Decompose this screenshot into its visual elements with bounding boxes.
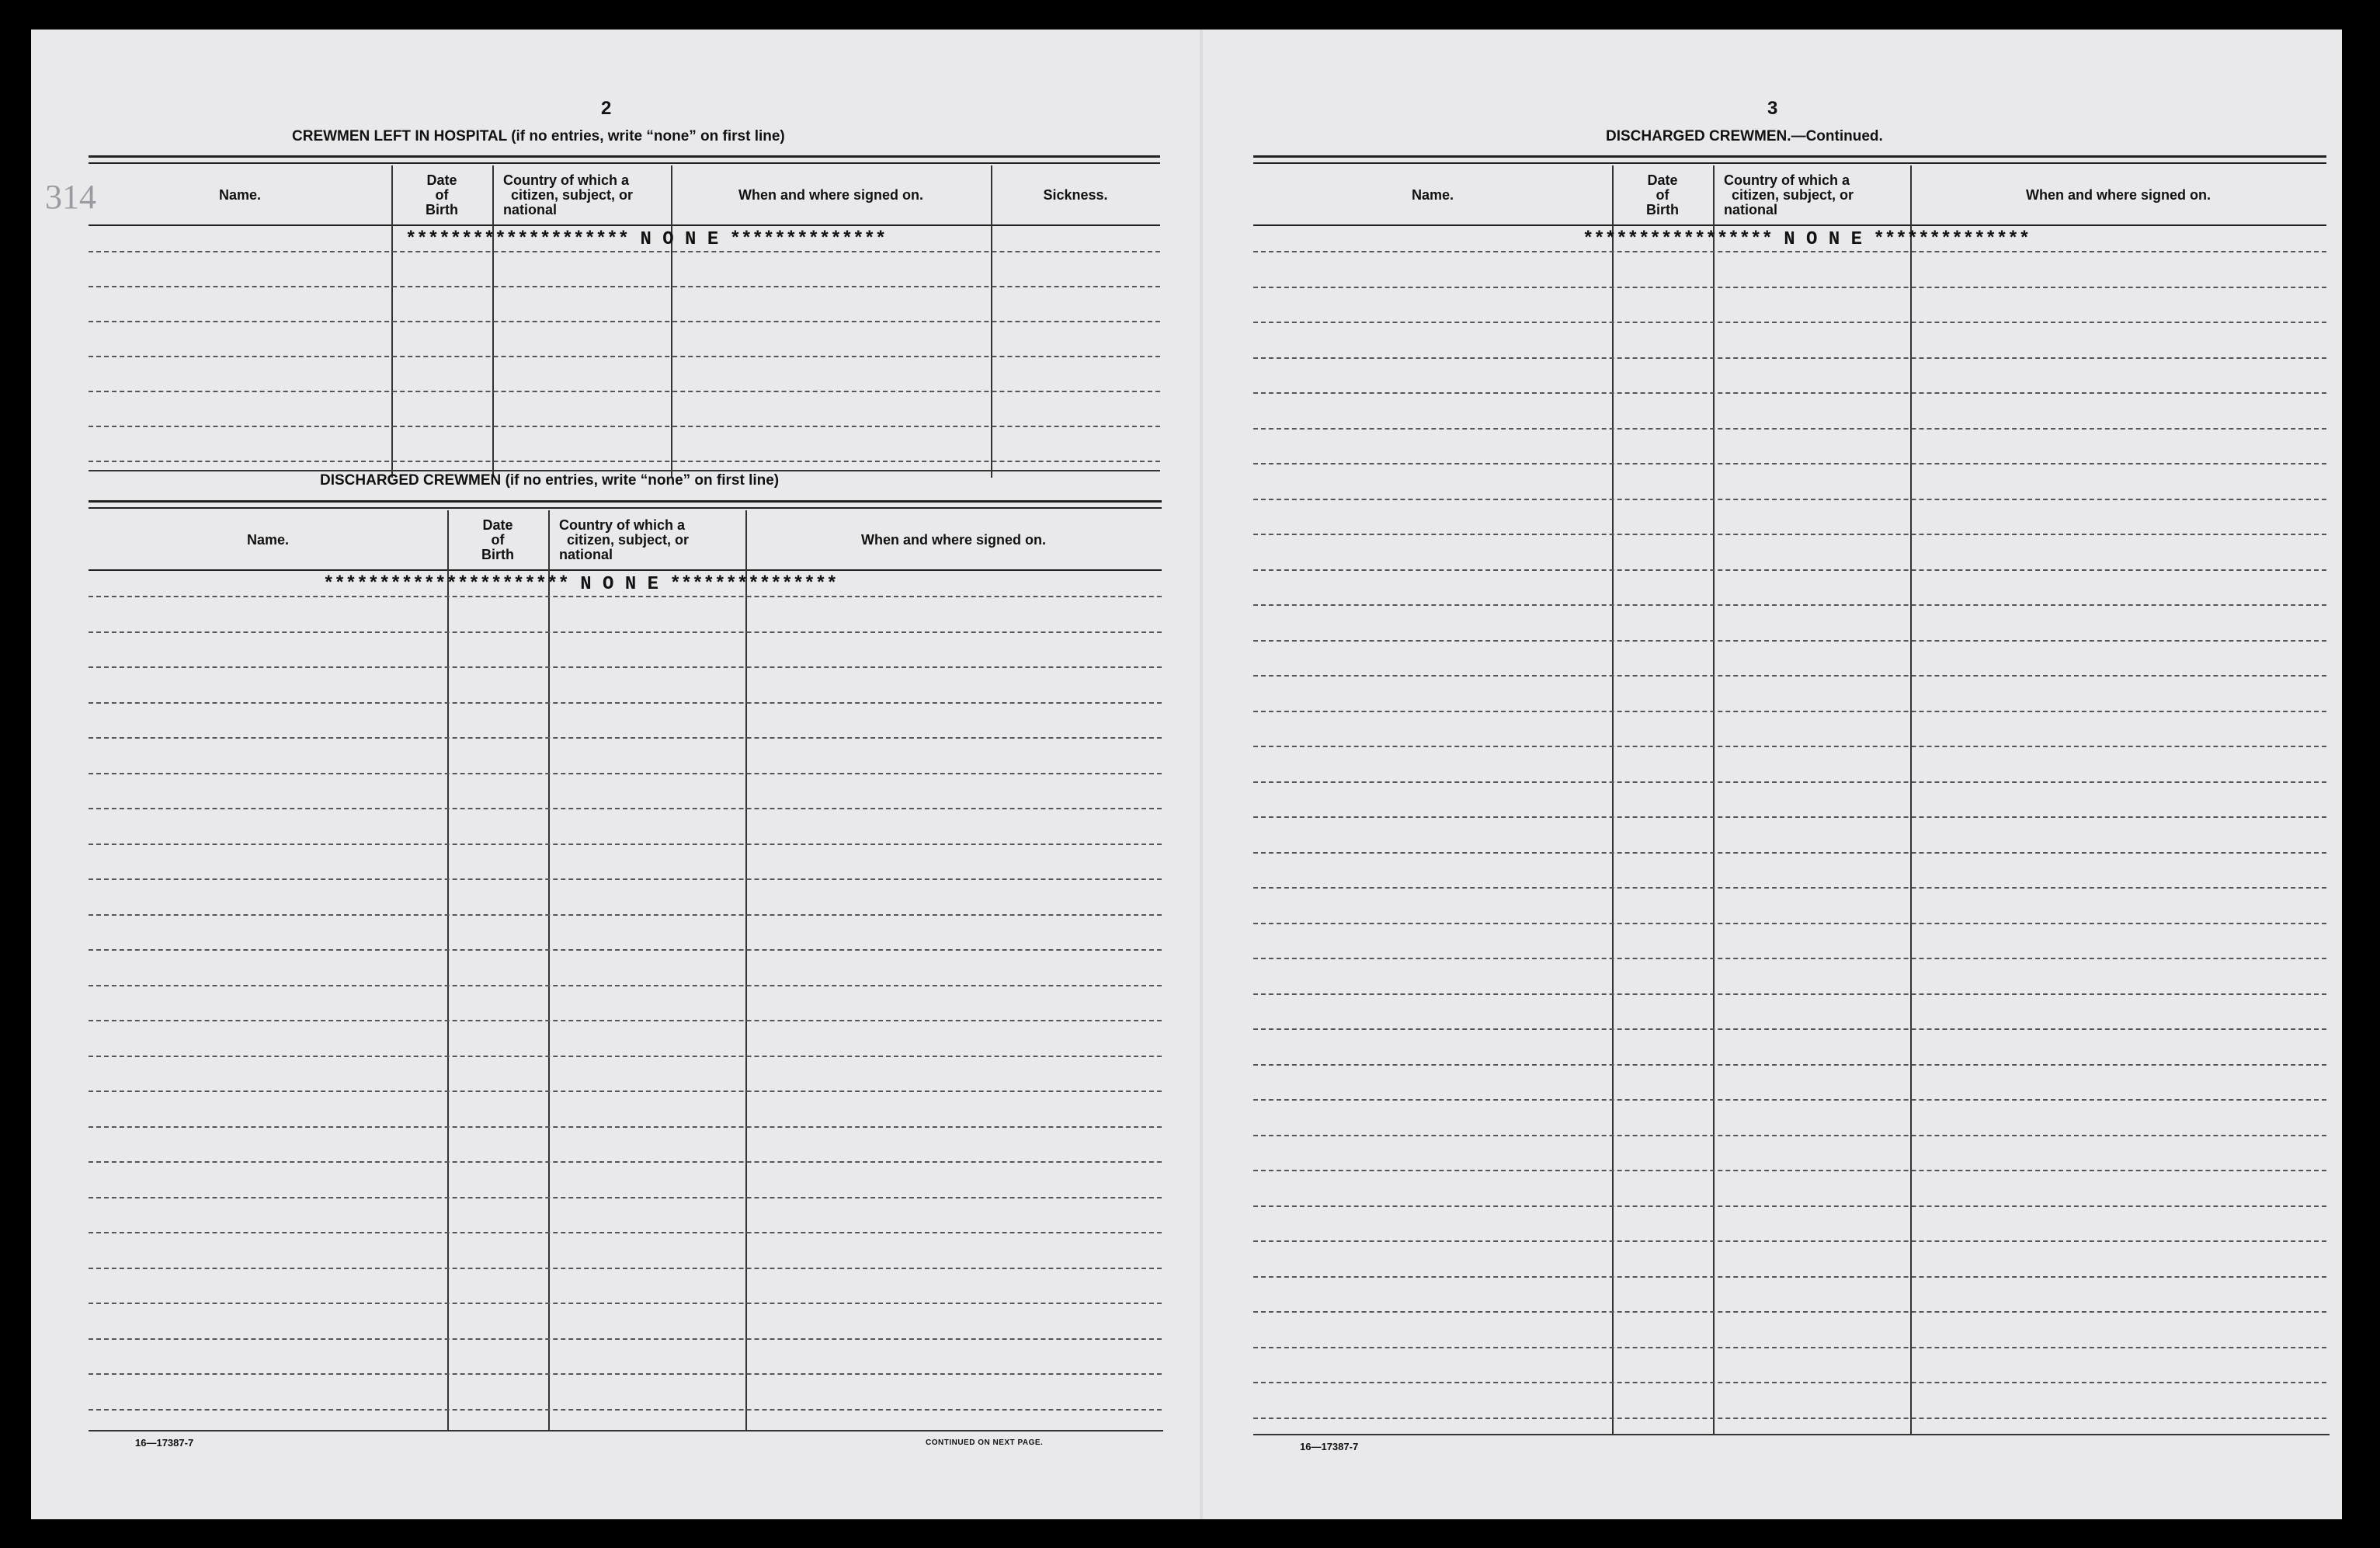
discharged-table-right [1253, 155, 2326, 1435]
table-row [89, 985, 1162, 986]
section-title-discharged [320, 472, 779, 489]
table-row [89, 426, 1160, 427]
header-date-of-birth: Date of Birth [426, 172, 458, 217]
table-row [89, 1056, 1162, 1057]
header-date-of-birth: Date of Birth [1646, 172, 1679, 217]
none-entry-hospital: ******************** N O N E ************** [405, 229, 887, 250]
table-row [1253, 428, 2326, 430]
table-row [1253, 357, 2326, 359]
table-row [89, 949, 1162, 951]
table-row [1253, 1418, 2326, 1419]
table-row [1253, 392, 2326, 394]
table-row [1253, 1099, 2326, 1101]
page-fold [1200, 30, 1203, 1519]
header-country: Country of which a citizen, subject, or national [503, 172, 634, 217]
table-row [1253, 1311, 2326, 1313]
table-row [1253, 251, 2326, 252]
table-row [1253, 958, 2326, 959]
table-row [89, 1197, 1162, 1198]
table-row [89, 737, 1162, 739]
section-title-discharged-note: (if no entries, write “none” on first line) [505, 472, 780, 489]
table-row [1253, 1347, 2326, 1348]
hospital-table [89, 155, 1160, 478]
hospital-table-header [89, 165, 1160, 226]
form-number-left: 16—17387-7 [135, 1437, 194, 1449]
section-title-hospital-note: (if no entries, write “none” on first line) [511, 128, 785, 144]
none-entry-continued: ***************** N O N E ************** [1583, 229, 2031, 250]
table-row [1253, 781, 2326, 783]
table-row [89, 666, 1162, 668]
table-row [89, 1373, 1162, 1375]
header-name: Name. [218, 186, 262, 203]
header-sickness: Sickness. [1043, 186, 1108, 203]
header-country: Country of which a citizen, subject, or national [1724, 172, 1854, 217]
header-signed-on: When and where signed on. [860, 531, 1047, 548]
header-name: Name. [1411, 186, 1454, 203]
table-row [1253, 1240, 2326, 1242]
table-row [89, 1338, 1162, 1340]
table-row [89, 808, 1162, 809]
page-number-right: 3 [1767, 98, 1778, 119]
discharged-right-header [1253, 165, 2326, 226]
table-row [89, 251, 1160, 252]
page-number-left: 2 [601, 98, 612, 119]
table-row [1253, 1205, 2326, 1207]
table-row [89, 596, 1162, 597]
discharged-table-left [89, 500, 1162, 1431]
margin-mark: 314 [45, 178, 96, 216]
header-signed-on: When and where signed on. [2025, 186, 2211, 203]
table-row [1253, 604, 2326, 606]
table-row [89, 286, 1160, 287]
table-row [1253, 569, 2326, 571]
table-row [89, 631, 1162, 633]
table-row [89, 1126, 1162, 1128]
table-row [1253, 887, 2326, 889]
table-row [89, 1268, 1162, 1269]
table-row [89, 702, 1162, 704]
section-title-hospital-bold: CREWMEN LEFT IN HOSPITAL [292, 128, 507, 144]
table-row [1253, 1028, 2326, 1030]
continued-note: CONTINUED ON NEXT PAGE. [926, 1438, 1044, 1447]
table-row [89, 1232, 1162, 1233]
table-row [1253, 816, 2326, 818]
document-sheet [31, 30, 2342, 1519]
discharged-left-header [89, 510, 1162, 571]
table-row [1253, 1170, 2326, 1171]
header-signed-on: When and where signed on. [738, 186, 924, 203]
table-row [1253, 746, 2326, 747]
table-row [1253, 534, 2326, 535]
section-title-discharged-continued [1606, 128, 1883, 145]
table-row [1253, 923, 2326, 924]
table-row [1253, 463, 2326, 464]
table-row [89, 844, 1162, 845]
section-title-continued-note: —Continued. [1791, 128, 1883, 144]
table-row [89, 391, 1160, 392]
table-row [89, 1161, 1162, 1163]
table-row [89, 1020, 1162, 1021]
table-row [1253, 1276, 2326, 1278]
table-row [89, 1091, 1162, 1092]
section-title-continued-bold: DISCHARGED CREWMEN. [1606, 128, 1791, 144]
section-title-hospital [292, 128, 785, 145]
table-row [89, 773, 1162, 774]
table-row [1253, 852, 2326, 854]
table-row [89, 461, 1160, 462]
table-row [1253, 640, 2326, 642]
table-row [1253, 711, 2326, 712]
table-row [89, 1409, 1162, 1411]
table-row [89, 356, 1160, 357]
header-date-of-birth: Date of Birth [481, 517, 514, 562]
header-country: Country of which a citizen, subject, or national [559, 517, 690, 562]
table-row [1253, 499, 2326, 500]
table-row [1253, 1064, 2326, 1066]
table-row [1253, 287, 2326, 288]
table-row [1253, 1135, 2326, 1136]
table-row [1253, 675, 2326, 677]
table-row [89, 914, 1162, 916]
table-row [1253, 993, 2326, 995]
table-row [89, 878, 1162, 880]
table-row [1253, 1382, 2326, 1383]
none-entry-discharged: ********************** N O N E *************** [323, 574, 838, 595]
form-number-right: 16—17387-7 [1300, 1441, 1359, 1452]
table-row [1253, 322, 2326, 323]
header-name: Name. [246, 531, 290, 548]
section-title-discharged-bold: DISCHARGED CREWMEN [320, 472, 502, 489]
table-row [89, 1303, 1162, 1304]
table-row [89, 321, 1160, 322]
